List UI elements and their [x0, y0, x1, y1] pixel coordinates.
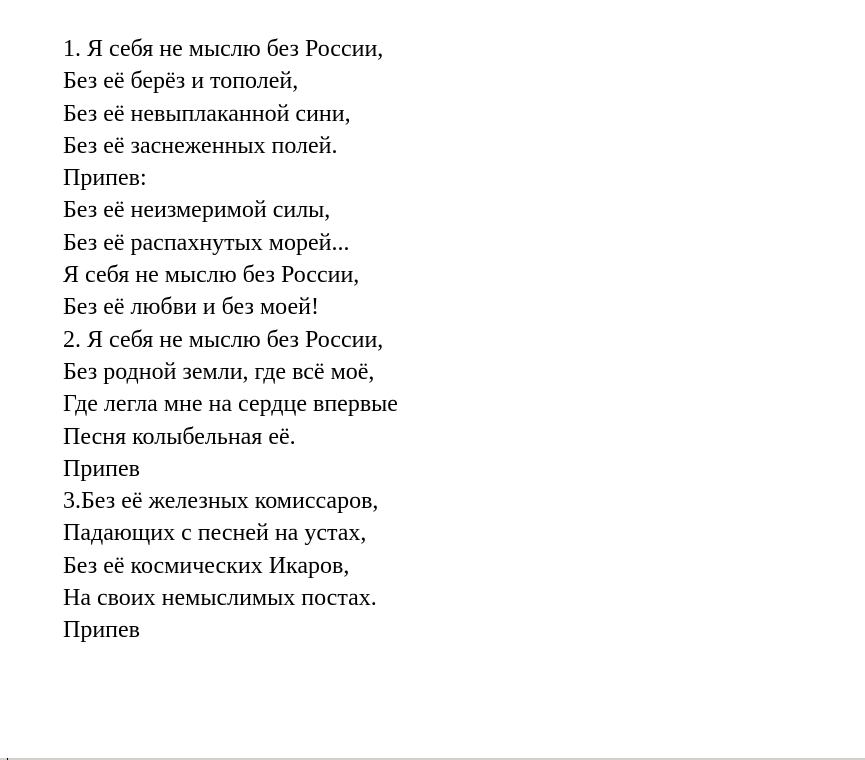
lyric-line: Без её берёз и тополей, — [63, 68, 299, 95]
lyric-line: Падающих с песней на устах, — [63, 520, 367, 547]
chorus-label: Припев — [63, 455, 141, 482]
chorus-label: Припев: — [63, 165, 147, 192]
lyric-line: Без её распахнутых морей... — [63, 229, 350, 256]
song-lyrics — [63, 33, 398, 647]
lyric-line: Без её неизмеримой силы, — [63, 197, 331, 224]
lyric-line: 1. Я себя не мыслю без России, — [63, 36, 384, 62]
lyric-line: 2. Я себя не мыслю без России, — [63, 326, 384, 353]
lyric-line: 3.Без её железных комиссаров, — [63, 488, 379, 515]
lyric-line: Без родной земли, где всё моё, — [63, 358, 375, 385]
lyric-line: Песня колыбельная её. — [63, 423, 296, 450]
lyric-line: Где легла мне на сердце впервые — [63, 391, 398, 418]
lyric-line: Без её космических Икаров, — [63, 552, 350, 579]
lyric-line: Без её заснеженных полей. — [63, 132, 338, 159]
lyric-line: На своих немыслимых постах. — [63, 585, 377, 612]
lyric-line: Без её любви и без моей! — [63, 294, 319, 321]
lyric-line: Без её невыплаканной сини, — [63, 100, 351, 127]
lyric-line: Я себя не мыслю без России, — [63, 262, 360, 289]
chorus-label: Припев — [63, 617, 141, 644]
